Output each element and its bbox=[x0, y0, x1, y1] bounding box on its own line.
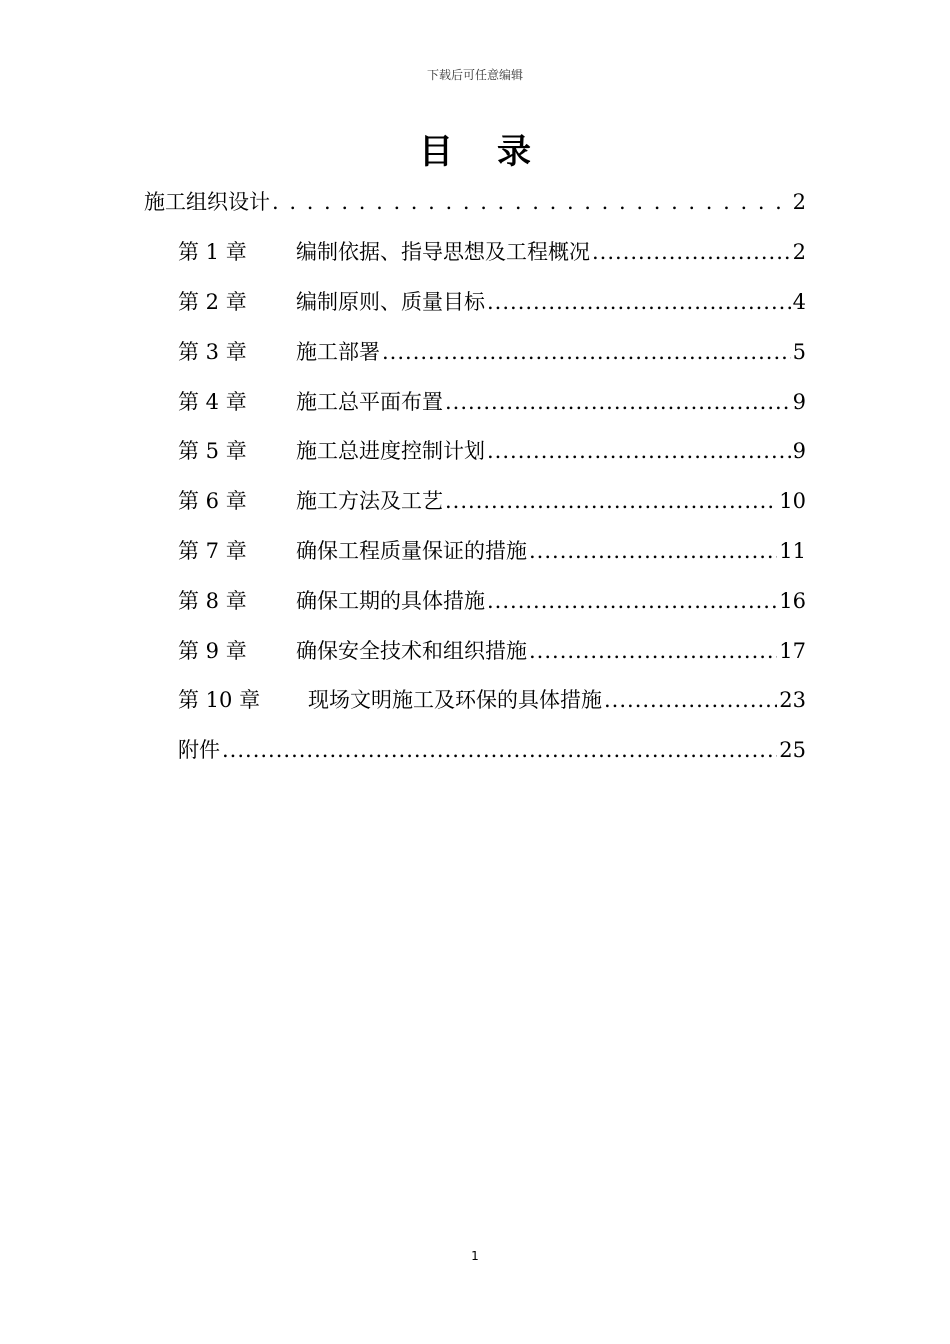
toc-entry-top[interactable] bbox=[144, 186, 806, 216]
dot-leader bbox=[487, 290, 791, 314]
dot-leader bbox=[529, 639, 777, 663]
chapter-title: 编制原则、质量目标 bbox=[296, 290, 485, 314]
dot-leader bbox=[487, 439, 791, 463]
toc-entry[interactable] bbox=[178, 635, 806, 665]
toc-page-number: 10 bbox=[779, 489, 806, 513]
appendix-label: 附件 bbox=[178, 738, 220, 762]
chapter-title: 施工总平面布置 bbox=[296, 390, 443, 414]
toc-title: 目录 bbox=[419, 132, 575, 172]
chapter-title: 确保工期的具体措施 bbox=[296, 589, 485, 613]
chapter-title: 现场文明施工及环保的具体措施 bbox=[308, 688, 602, 712]
chapter-title: 确保安全技术和组织措施 bbox=[296, 639, 527, 663]
toc-page-number: 9 bbox=[792, 390, 806, 414]
chapter-number: 第 2 章 bbox=[178, 290, 247, 314]
toc-page-number: 2 bbox=[792, 190, 806, 214]
toc-entry[interactable] bbox=[178, 435, 806, 465]
toc-entry[interactable] bbox=[178, 585, 806, 615]
page-header: 下载后可任意编辑 bbox=[426, 68, 523, 82]
toc-entry[interactable] bbox=[178, 236, 806, 266]
toc-page-number: 5 bbox=[792, 340, 806, 364]
page-footer-number: 1 bbox=[471, 1249, 479, 1263]
toc-page-number: 11 bbox=[779, 539, 806, 563]
toc-entry[interactable] bbox=[178, 286, 806, 316]
chapter-number: 第 10 章 bbox=[178, 688, 261, 712]
chapter-number: 第 7 章 bbox=[178, 539, 247, 563]
chapter-title: 施工总进度控制计划 bbox=[296, 439, 485, 463]
chapter-number: 第 8 章 bbox=[178, 589, 247, 613]
chapter-title: 确保工程质量保证的措施 bbox=[296, 539, 527, 563]
toc-entry-appendix[interactable] bbox=[178, 734, 806, 764]
dot-leader bbox=[445, 390, 791, 414]
toc-entry[interactable] bbox=[178, 684, 806, 714]
chapter-number: 第 9 章 bbox=[178, 639, 247, 663]
dot-leader bbox=[382, 340, 791, 364]
dot-leader bbox=[592, 240, 791, 264]
chapter-number: 第 5 章 bbox=[178, 439, 247, 463]
toc-page-number: 17 bbox=[779, 639, 806, 663]
toc-page-number: 4 bbox=[792, 290, 806, 314]
chapter-number: 第 3 章 bbox=[178, 340, 247, 364]
dot-leader bbox=[529, 539, 777, 563]
toc-page-number: 23 bbox=[779, 688, 806, 712]
dot-leader bbox=[487, 589, 777, 613]
chapter-title: 施工方法及工艺 bbox=[296, 489, 443, 513]
toc-entry-label: 施工组织设计 bbox=[144, 190, 270, 214]
toc-entry[interactable] bbox=[178, 535, 806, 565]
dot-leader bbox=[272, 190, 791, 214]
toc-entry[interactable] bbox=[178, 386, 806, 416]
chapter-title: 施工部署 bbox=[296, 340, 380, 364]
dot-leader bbox=[604, 688, 777, 712]
toc-entry[interactable] bbox=[178, 485, 806, 515]
toc-page-number: 16 bbox=[779, 589, 806, 613]
toc-page-number: 2 bbox=[792, 240, 806, 264]
chapter-title: 编制依据、指导思想及工程概况 bbox=[296, 240, 590, 264]
dot-leader bbox=[222, 738, 777, 762]
chapter-number: 第 4 章 bbox=[178, 390, 247, 414]
chapter-number: 第 6 章 bbox=[178, 489, 247, 513]
chapter-number: 第 1 章 bbox=[178, 240, 247, 264]
toc-page-number: 25 bbox=[779, 738, 806, 762]
dot-leader bbox=[445, 489, 777, 513]
toc-entry[interactable] bbox=[178, 336, 806, 366]
toc-page-number: 9 bbox=[792, 439, 806, 463]
